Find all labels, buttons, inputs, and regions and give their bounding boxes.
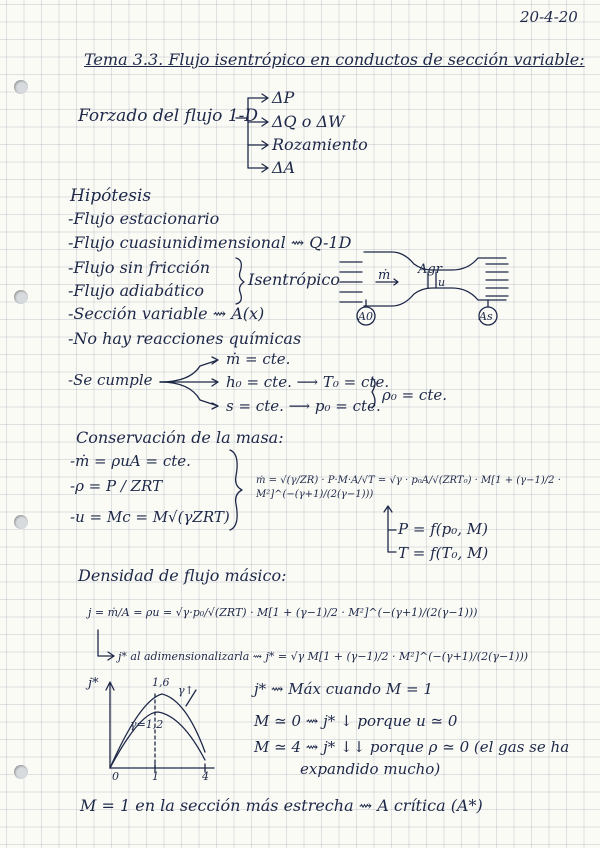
nozzle-throat-lines xyxy=(428,272,436,288)
graph-x0-label: 0 xyxy=(112,770,119,783)
nozzle-mdot-label: ṁ xyxy=(378,268,391,283)
rho-result: ρ₀ = cte. xyxy=(382,386,448,404)
forzado-arrow xyxy=(248,94,268,102)
nozzle-a0-label: A0 xyxy=(358,310,373,323)
forzado-item: Rozamiento xyxy=(272,135,368,154)
graph-x1-label: 1 xyxy=(152,770,159,783)
hipotesis-item: -Flujo cuasiunidimensional ⇝ Q-1D xyxy=(68,233,352,252)
graph-gamma-arrow xyxy=(186,690,196,706)
graph-yaxis-label: j* xyxy=(88,676,99,691)
hipotesis-item: -No hay reacciones químicas xyxy=(68,329,302,348)
graph-gamma-up-label: γ↑ xyxy=(178,684,194,697)
conclusion: M = 1 en la sección más estrecha ⇝ A crítica (A*) xyxy=(80,796,483,815)
nozzle-upper-wall xyxy=(364,252,506,270)
isentropico-label: Isentrópico xyxy=(248,270,340,289)
masa-eq: -ρ = P / ZRT xyxy=(70,477,163,495)
se-cumple-row: h₀ = cte. ⟶ T₀ = cte. xyxy=(226,373,390,391)
hipotesis-item: -Flujo sin fricción xyxy=(68,258,210,277)
nozzle-mdot-arrow xyxy=(376,279,398,285)
masa-dep-arrow xyxy=(384,506,396,552)
forzado-label: Forzado del flujo 1-D xyxy=(78,106,259,126)
note-line: expandido mucho) xyxy=(300,760,441,778)
nozzle-a0-circle xyxy=(357,307,375,325)
graph-gamma-12-label: γ=1,2 xyxy=(130,718,164,731)
nozzle-agr-label: Agr xyxy=(418,262,442,277)
masa-eq: -ṁ = ρuA = cte. xyxy=(70,452,191,470)
nozzle-inflow-arrows xyxy=(340,262,362,302)
isentropico-brace xyxy=(236,258,244,304)
rho-brace xyxy=(372,378,375,408)
masa-result: ṁ = √(γ/ZR) · P·M·A/√T = √γ · p₀A/√(ZRT₀) · M[1 + (γ−1)/2 · M²]^(−(γ+1)/(2(γ−1))) xyxy=(256,475,561,500)
se-cumple-row: s = cte. ⟶ p₀ = cte. xyxy=(226,397,381,415)
nozzle-outflow-arrows xyxy=(486,264,508,296)
graph-y-axis xyxy=(106,682,114,768)
densidad-adim: j* al adimensionalizarla ⇝ j* = √γ M[1 + (γ−1)/2 · M²]^(−(γ+1)/(2(γ−1))) xyxy=(118,650,529,663)
forzado-item: ΔA xyxy=(272,158,296,177)
se-cumple-label: -Se cumple xyxy=(68,371,153,389)
forzado-item: ΔP xyxy=(272,88,295,107)
note-line: M ≃ 4 ⇝ j* ↓↓ porque ρ ≃ 0 (el gas se ha xyxy=(254,738,570,756)
masa-dep-p: P = f(p₀, M) xyxy=(398,520,488,538)
densidad-heading: Densidad de flujo másico: xyxy=(78,566,287,585)
date: 20-4-20 xyxy=(520,8,578,26)
nozzle-u-label: u xyxy=(438,276,446,289)
graph-gamma-16-label: 1,6 xyxy=(152,676,170,689)
note-line: M ≃ 0 ⇝ j* ↓ porque u ≃ 0 xyxy=(254,712,458,730)
forzado-item: ΔQ o ΔW xyxy=(272,112,345,131)
graph-x4-label: 4 xyxy=(202,770,209,783)
se-cumple-row: ṁ = cte. xyxy=(226,350,291,368)
nozzle-as-label: As xyxy=(479,310,493,323)
se-cumple-arrow xyxy=(160,357,218,382)
hipotesis-item: -Flujo adiabático xyxy=(68,281,204,300)
forzado-bracket xyxy=(236,98,248,168)
graph-curve-high xyxy=(110,694,205,768)
adim-arrow xyxy=(98,630,114,660)
nozzle-as-circle xyxy=(479,307,497,325)
masa-dep-t: T = f(T₀, M) xyxy=(398,544,489,562)
masa-heading: Conservación de la masa: xyxy=(76,428,284,447)
hipotesis-item: -Flujo estacionario xyxy=(68,209,220,228)
note-line: j* ⇝ Máx cuando M = 1 xyxy=(254,680,433,698)
masa-eq: -u = Mc = M√(γZRT) xyxy=(70,508,230,526)
hipotesis-heading: Hipótesis xyxy=(70,186,152,206)
hipotesis-item: -Sección variable ⇝ A(x) xyxy=(68,304,265,323)
masa-brace xyxy=(230,450,242,530)
forzado-arrow xyxy=(248,118,268,126)
densidad-eq: j = ṁ/A = ρu = √γ·p₀/√(ZRT) · M[1 + (γ−1)/2 · M²]^(−(γ+1)/(2(γ−1))) xyxy=(88,606,478,619)
forzado-arrow xyxy=(248,164,268,172)
nozzle-lower-wall xyxy=(364,288,506,306)
se-cumple-arrow xyxy=(160,382,218,409)
forzado-arrow xyxy=(248,141,268,149)
page-title: Tema 3.3. Flujo isentrópico en conductos de sección variable: xyxy=(84,50,585,69)
